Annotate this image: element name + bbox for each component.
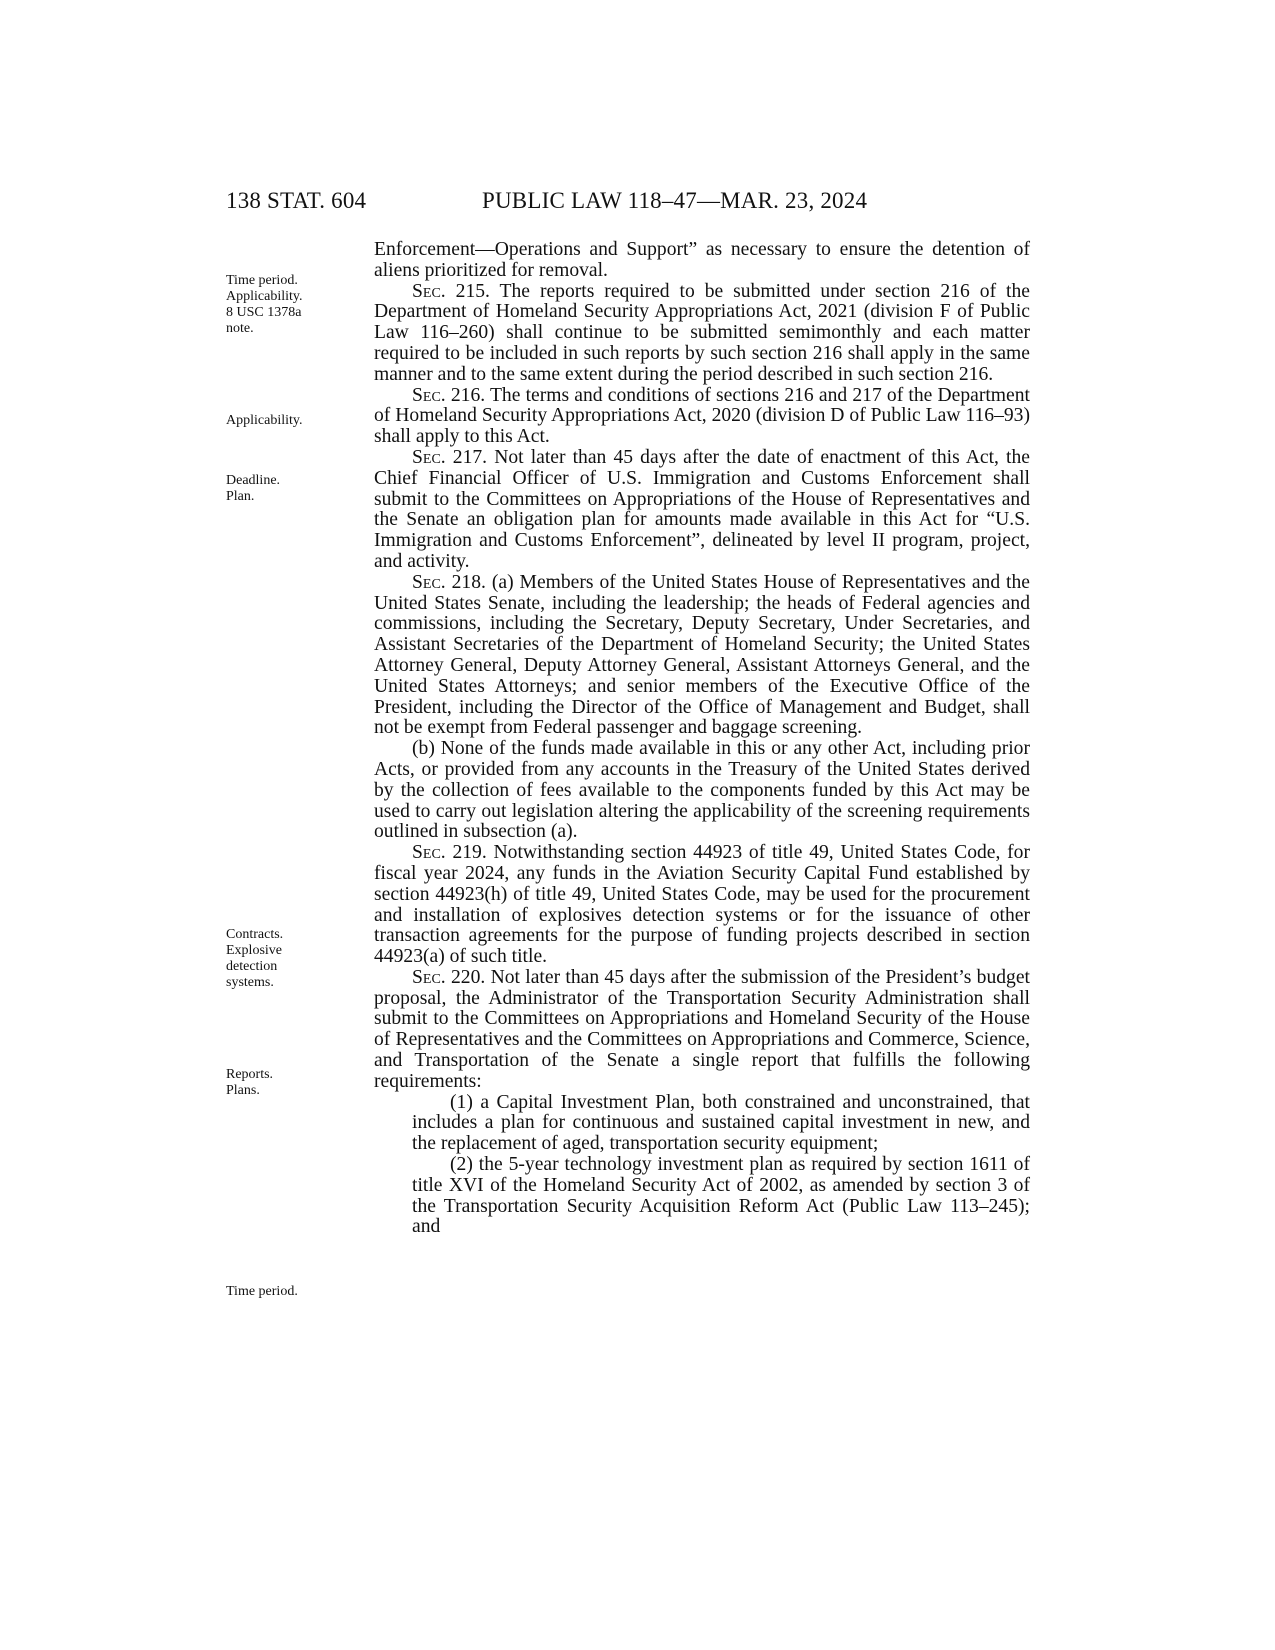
section-218-a: Sec. 218. (a) Members of the United States House of Representatives and the United States Senate, including the leadership; the heads of Federal agencies and commissions, including the Secretary, Deputy Secretary, Under Secretaries, and Assistant Secretaries of the Department of Homeland Security; the United States Attorney General, Deputy Attorney General, Assistant Attorneys General, and the United States Attorneys; and senior members of the Executive Office of the President, including the Director of the Office of Management and Budget, shall not be exempt from Federal passenger and baggage screening. — [374, 571, 1030, 739]
section-215: Sec. 215. The reports required to be submitted under section 216 of the Department of Homeland Security Appropriations Act, 2021 (division F of Public Law 116–260) shall continue to be submitted semimonthly and each matter required to be included in such reports by such section 216 shall apply in the same manner and to the same extent during the period described in such section 216. — [374, 280, 1030, 385]
section-220: Sec. 220. Not later than 45 days after the submission of the President’s budget proposal, the Administrator of the Transportation Security Administration shall submit to the Committees on Appropriations and Homeland Security of the House of Representatives and the Committees on Appropriations and Commerce, Science, and Transportation of the Senate a single report that fulfills the following requirements: — [374, 966, 1030, 1092]
document-body — [374, 240, 1030, 1238]
section-220-item-1: (1) a Capital Investment Plan, both constrained and unconstrained, that includes a plan for continuous and sustained capital investment in new, and the replacement of aged, transportation security equipment; — [412, 1091, 1030, 1155]
margin-note-220-2: Time period. — [226, 1284, 298, 1299]
page-citation: 138 STAT. 604 — [226, 188, 367, 213]
running-header: PUBLIC LAW 118–47—MAR. 23, 2024 — [482, 188, 868, 213]
paragraph-continued: Enforcement—Operations and Support” as necessary to ensure the detention of aliens prioritized for removal. — [374, 239, 1030, 281]
section-216: Sec. 216. The terms and conditions of sections 216 and 217 of the Department of Homeland Security Appropriations Act, 2020 (division D of Public Law 116–93) shall apply to this Act. — [374, 384, 1030, 448]
margin-note-216: Applicability. — [226, 413, 303, 428]
section-217: Sec. 217. Not later than 45 days after the date of enactment of this Act, the Chief Financial Officer of U.S. Immigration and Customs Enforcement shall submit to the Committees on Appropriations of the House of Representatives and the Senate an obligation plan for amounts made available in this Act for “U.S. Immigration and Customs Enforcement”, delineated by level II program, project, and activity. — [374, 446, 1030, 572]
section-220-item-2: (2) the 5-year technology investment plan as required by section 1611 of title XVI of the Homeland Security Act of 2002, as amended by section 3 of the Transportation Security Acquisition Reform Act (Public Law 113–245); and — [412, 1154, 1030, 1238]
margin-note-219: Contracts. Explosive detection systems. — [226, 927, 284, 990]
section-218-b: (b) None of the funds made available in this or any other Act, including prior Acts, or provided from any accounts in the Treasury of the United States derived by the collection of fees available to the components funded by this Act may be used to carry out legislation altering the applicability of the screening requirements outlined in subsection (a). — [374, 738, 1030, 843]
margin-note-217: Deadline. Plan. — [226, 473, 281, 504]
margin-note-220: Reports. Plans. — [226, 1067, 274, 1098]
section-219: Sec. 219. Notwithstanding section 44923 of title 49, United States Code, for fiscal year 2024, any funds in the Aviation Security Capital Fund established by section 44923(h) of title 49, United States Code, may be used for the procurement and installation of explosives detection systems or for the issuance of other transaction agreements for the purpose of funding projects described in section 44923(a) of such title. — [374, 842, 1030, 968]
margin-note-215: Time period. Applicability. 8 USC 1378a note. — [226, 273, 303, 336]
